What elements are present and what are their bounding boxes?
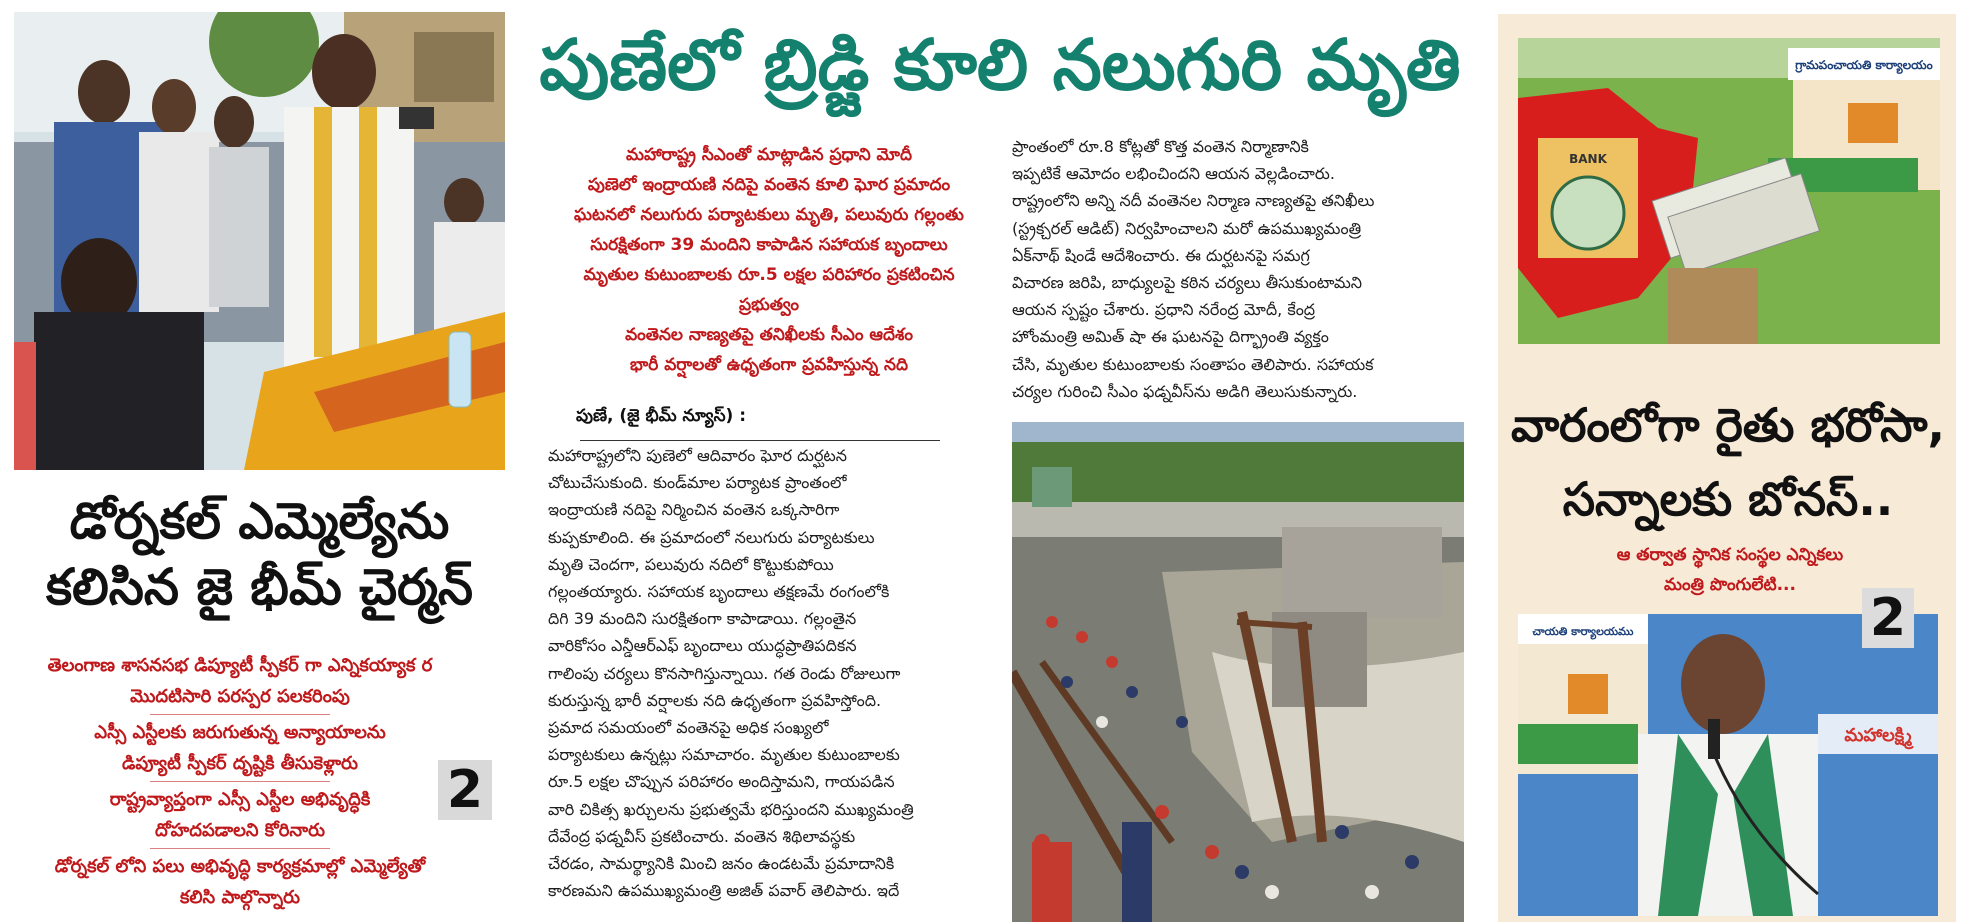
divider	[150, 781, 330, 782]
panchayat-sign: గ్రామపంచాయతి కార్యాలయం	[1795, 58, 1933, 72]
subhead-line: మంత్రి పొంగులేటి...	[1664, 575, 1796, 595]
body-line: ఇంద్రాయణి నదిపై నిర్మించిన వంతెన ఒక్కసారిగా	[548, 500, 840, 520]
body-line: కురుస్తున్న భారీ వర్షాలకు నది ఉధృతంగా ప్రవహిస్తోంది.	[548, 690, 882, 710]
office-sign: చాయతి కార్యాలయము	[1532, 625, 1634, 638]
body-line: దిగి 39 మందిని సురక్షితంగా కాపాడాయి. గల్లంతైన	[548, 609, 857, 629]
body-line: పర్యాటకులు ఉన్నట్లు సమాచారం. మృతుల కుటుంబాలకు	[548, 745, 900, 765]
divider	[150, 848, 330, 849]
subhead-line: దోహదపడాలని కోరినారు	[155, 820, 325, 841]
center-subheads	[546, 140, 992, 380]
article-column-2	[1012, 133, 1460, 405]
body-line: గల్లంతయ్యారు. సహాయక బృందాలు తక్షణమే రంగంలోకి	[548, 582, 890, 602]
page-number-badge: 2	[438, 760, 492, 820]
left-headline	[14, 488, 505, 620]
body-line: కారణమని ఉపముఖ్యమంత్రి అజిత్ పవార్ తెలిపారు. ఇదే	[548, 881, 900, 901]
body-line: కుప్పకూలింది. ఈ ప్రమాదంలో నలుగురు పర్యాటకులు	[548, 527, 875, 547]
body-line: ఇప్పటికే ఆమోదం లభించిందని ఆయన వెల్లడించారు.	[1012, 164, 1335, 184]
bank-label: BANK	[1569, 152, 1607, 166]
subhead-line: ఘటనలో నలుగురు పర్యాటకులు మృతి, పలువురు గల్లంతు	[574, 205, 964, 225]
body-line: దేవేంద్ర ఫడ్నవీస్ ప్రకటించారు. వంతెన శిథిలావస్థకు	[548, 826, 856, 846]
body-line: ప్రాంతంలో రూ.8 కోట్లతో కొత్త వంతెన నిర్మాణానికి	[1012, 137, 1309, 156]
article-column-1	[548, 442, 974, 904]
body-line: మహారాష్ట్రలోని పుణెలో ఆదివారం ఘోర దుర్ఘటన	[548, 446, 848, 465]
body-line: మృతి చెందగా, పలువురు నదిలో కొట్టుకుపోయి	[548, 554, 834, 574]
mla-meeting-photo	[14, 12, 505, 470]
body-line: (స్ట్రక్చరల్ ఆడిట్) నిర్వహించాలని మరో ఉపముఖ్యమంత్రి	[1012, 218, 1362, 238]
subhead-line: సురక్షితంగా 39 మందిని కాపాడిన సహాయక బృందాలు	[590, 235, 948, 255]
subhead-line: డోర్నకల్ లోని పలు అభివృద్ధి కార్యక్రమాల్లో ఎమ్మెల్యేతో	[54, 856, 426, 877]
subhead-line: ఎస్సీ ఎస్టీలకు జరుగుతున్న అన్యాయాలను	[94, 722, 386, 743]
headline-line: సన్నాలకు బోనస్..	[1562, 472, 1894, 526]
subhead-line: డిప్యూటీ స్పీకర్ దృష్టికి తీసుకెళ్లారు	[122, 753, 358, 774]
left-subheads	[30, 650, 450, 913]
right-headline	[1500, 388, 1956, 536]
minister-ponguleti-photo	[1518, 614, 1938, 916]
subhead-line: పుణెలో ఇంద్రాయణి నదిపై వంతెన కూలి ఘోర ప్రమాదం	[587, 175, 951, 195]
body-line: వారికోసం ఎన్డీఆర్ఎఫ్ బృందాలు యుద్ధప్రాతిపదికన	[548, 636, 857, 656]
headline-line: వారంలోగా రైతు భరోసా,	[1510, 398, 1946, 452]
body-line: ఏక్‌నాథ్ షిండే ఆదేశించారు. ఈ దుర్ఘటనపై సమగ్ర	[1012, 245, 1310, 265]
page-number-badge: 2	[1862, 588, 1914, 648]
body-line: గాలింపు చర్యలు కొనసాగిస్తున్నాయి. గత రెండు రోజులుగా	[548, 663, 901, 683]
divider	[150, 714, 330, 715]
body-line: ప్రమాద సమయంలో వంతెనపై అధిక సంఖ్యలో	[548, 718, 829, 738]
subhead-line: ప్రభుత్వం	[739, 295, 799, 315]
bridge-collapse-photo	[1012, 422, 1464, 922]
headline-line: డోర్నకల్ ఎమ్మెల్యేను	[69, 492, 450, 550]
subhead-line: వంతెనల నాణ్యతపై తనిఖీలకు సీఎం ఆదేశం	[625, 325, 913, 345]
main-headline: పుణేలో బ్రిడ్జి కూలి నలుగురి మృతి	[539, 24, 1461, 106]
dateline-rule	[580, 440, 940, 441]
subhead-line: భారీ వర్షాలతో ఉధృతంగా ప్రవహిస్తున్న నది	[630, 355, 908, 375]
body-line: చేసి, మృతుల కుటుంబాలకు సంతాపం తెలిపారు. సహాయక	[1012, 354, 1374, 374]
subhead-line: తెలంగాణ శాసనసభ డిప్యూటీ స్పీకర్ గా ఎన్నికయ్యాక ర	[47, 655, 433, 676]
body-line: రాష్ట్రంలోని అన్ని నదీ వంతెనల నిర్మాణ నాణ్యతపై తనిఖీలు	[1012, 191, 1375, 211]
body-line: ఆయన స్పష్టం చేశారు. ప్రధాని నరేంద్ర మోదీ, కేంద్ర	[1012, 300, 1316, 320]
subhead-line: ఆ తర్వాత స్థానిక సంస్థల ఎన్నికలు	[1616, 545, 1844, 565]
body-line: వారి చికిత్స ఖర్చులను ప్రభుత్వమే భరిస్తుందని ముఖ్యమంత్రి	[548, 799, 914, 819]
headline-line: కలిసిన జై భీమ్ చైర్మన్	[45, 558, 474, 616]
body-line: రూ.5 లక్షల చొప్పున పరిహారం అందిస్తామని, గాయపడిన	[548, 772, 895, 792]
subhead-line: మహారాష్ట్ర సీఎంతో మాట్లాడిన ప్రధాని మోదీ	[625, 145, 913, 165]
subhead-line: మొదటిసారి పరస్పర పలకరింపు	[130, 686, 350, 707]
body-line: చేరడం, సామర్థ్యానికి మించి జనం ఉండటమే ప్రమాదానికి	[548, 854, 895, 874]
subhead-line: మృతుల కుటుంబాలకు రూ.5 లక్షల పరిహారం ప్రకటించిన	[583, 265, 955, 285]
rythu-bharosa-collage	[1518, 38, 1940, 344]
body-line: చర్యల గురించి సీఎం ఫడ్నవీస్‌ను అడిగి తెలుసుకున్నారు.	[1012, 381, 1358, 401]
subhead-line: రాష్ట్రవ్యాప్తంగా ఎస్సీ ఎస్టీల అభివృద్ధికి	[109, 789, 371, 810]
body-line: చోటుచేసుకుంది. కుండ్‌మాల పర్యాటక ప్రాంతంలో	[548, 473, 847, 493]
body-line: హోంమంత్రి అమిత్ షా ఈ ఘటనపై దిగ్భ్రాంతి వ్యక్తం	[1012, 327, 1329, 347]
body-line: విచారణ జరిపి, బాధ్యులపై కఠిన చర్యలు తీసుకుంటామని	[1012, 273, 1363, 293]
subhead-line: కలిసి పాల్గొన్నారు	[179, 887, 301, 908]
mahalakshmi-banner: మహాలక్ష్మి	[1844, 725, 1912, 746]
dateline: పుణే, (జై భీమ్ న్యూస్) :	[576, 406, 747, 426]
